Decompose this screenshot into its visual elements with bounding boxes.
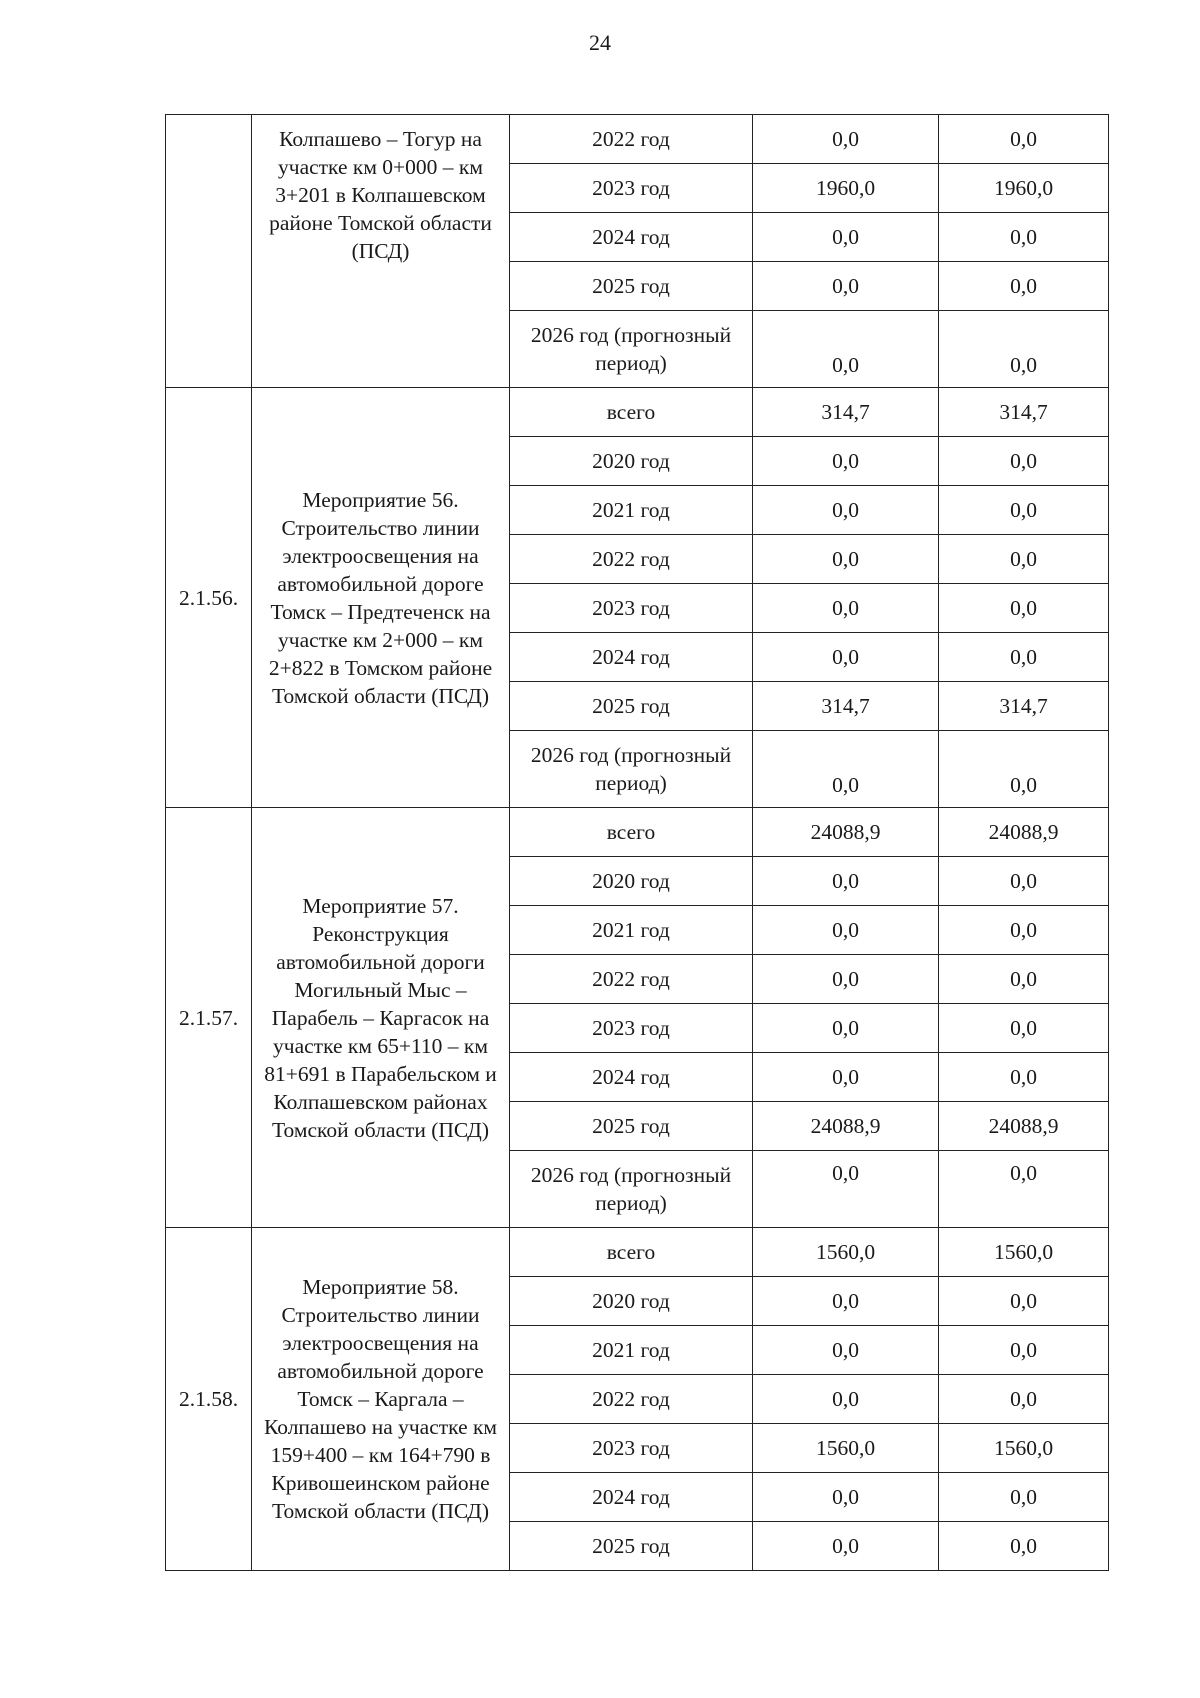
value-cell: 0,0 xyxy=(753,584,939,633)
value-cell: 0,0 xyxy=(753,262,939,311)
value-cell: 0,0 xyxy=(939,1004,1109,1053)
value-cell: 0,0 xyxy=(939,115,1109,164)
period-cell: 2021 год xyxy=(510,906,753,955)
value-cell: 0,0 xyxy=(939,857,1109,906)
item-description: Мероприятие 56. Строительство линии электроосвещения на автомобильной дороге Томск – Предтеченск на участке км 2+000 – км 2+822 в Томском районе Томской области (ПСД) xyxy=(252,388,510,808)
table-row xyxy=(166,808,1109,857)
item-number: 2.1.56. xyxy=(166,388,252,808)
value-cell: 0,0 xyxy=(753,486,939,535)
value-cell: 0,0 xyxy=(753,213,939,262)
period-cell: 2022 год xyxy=(510,955,753,1004)
period-cell: 2025 год xyxy=(510,682,753,731)
program-activities-table xyxy=(165,114,1109,1571)
value-cell: 0,0 xyxy=(753,1375,939,1424)
value-cell: 24088,9 xyxy=(753,1102,939,1151)
period-cell: всего xyxy=(510,1228,753,1277)
period-cell: 2023 год xyxy=(510,1424,753,1473)
item-description: Мероприятие 57. Реконструкция автомобильной дороги Могильный Мыс – Парабель – Каргасок на участке км 65+110 – км 81+691 в Парабельском и Колпашевском районах Томской области (ПСД) xyxy=(252,808,510,1228)
period-cell: 2024 год xyxy=(510,1053,753,1102)
value-cell: 0,0 xyxy=(753,1151,939,1228)
period-cell: 2022 год xyxy=(510,1375,753,1424)
period-cell: всего xyxy=(510,808,753,857)
value-cell: 0,0 xyxy=(939,1375,1109,1424)
period-cell: 2025 год xyxy=(510,262,753,311)
value-cell: 0,0 xyxy=(753,731,939,808)
value-cell: 314,7 xyxy=(753,682,939,731)
value-cell: 1560,0 xyxy=(753,1228,939,1277)
value-cell: 0,0 xyxy=(939,584,1109,633)
value-cell: 0,0 xyxy=(753,1277,939,1326)
value-cell: 314,7 xyxy=(939,682,1109,731)
item-number xyxy=(166,115,252,388)
value-cell: 0,0 xyxy=(753,1473,939,1522)
period-cell: 2022 год xyxy=(510,535,753,584)
period-cell: 2020 год xyxy=(510,1277,753,1326)
item-description: Мероприятие 58. Строительство линии электроосвещения на автомобильной дороге Томск – Каргала – Колпашево на участке км 159+400 – км 164+790 в Кривошеинском районе Томской области (ПСД) xyxy=(252,1228,510,1571)
value-cell: 0,0 xyxy=(753,1053,939,1102)
value-cell: 0,0 xyxy=(939,213,1109,262)
period-cell: 2022 год xyxy=(510,115,753,164)
period-cell: 2023 год xyxy=(510,584,753,633)
value-cell: 0,0 xyxy=(939,1326,1109,1375)
value-cell: 0,0 xyxy=(939,1473,1109,1522)
period-cell: 2023 год xyxy=(510,164,753,213)
value-cell: 0,0 xyxy=(939,633,1109,682)
value-cell: 314,7 xyxy=(753,388,939,437)
period-cell: 2021 год xyxy=(510,1326,753,1375)
item-description: Колпашево – Тогур на участке км 0+000 – км 3+201 в Колпашевском районе Томской области (ПСД) xyxy=(252,115,510,388)
value-cell: 0,0 xyxy=(939,906,1109,955)
period-cell: 2026 год (прогнозный период) xyxy=(510,1151,753,1228)
value-cell: 0,0 xyxy=(939,1522,1109,1571)
period-cell: 2024 год xyxy=(510,213,753,262)
period-cell: всего xyxy=(510,388,753,437)
value-cell: 24088,9 xyxy=(939,1102,1109,1151)
value-cell: 0,0 xyxy=(753,633,939,682)
value-cell: 0,0 xyxy=(939,262,1109,311)
period-cell: 2020 год xyxy=(510,857,753,906)
value-cell: 0,0 xyxy=(939,1053,1109,1102)
value-cell: 0,0 xyxy=(753,311,939,388)
value-cell: 0,0 xyxy=(753,906,939,955)
period-cell: 2024 год xyxy=(510,1473,753,1522)
value-cell: 1960,0 xyxy=(753,164,939,213)
value-cell: 0,0 xyxy=(753,1522,939,1571)
period-cell: 2026 год (прогнозный период) xyxy=(510,311,753,388)
value-cell: 1960,0 xyxy=(939,164,1109,213)
value-cell: 0,0 xyxy=(753,437,939,486)
table-row xyxy=(166,1228,1109,1277)
period-cell: 2026 год (прогнозный период) xyxy=(510,731,753,808)
value-cell: 24088,9 xyxy=(753,808,939,857)
value-cell: 1560,0 xyxy=(939,1228,1109,1277)
value-cell: 0,0 xyxy=(939,1277,1109,1326)
value-cell: 0,0 xyxy=(939,731,1109,808)
table-row xyxy=(166,115,1109,164)
period-cell: 2025 год xyxy=(510,1522,753,1571)
item-number: 2.1.57. xyxy=(166,808,252,1228)
period-cell: 2020 год xyxy=(510,437,753,486)
period-cell: 2024 год xyxy=(510,633,753,682)
period-cell: 2021 год xyxy=(510,486,753,535)
period-cell: 2025 год xyxy=(510,1102,753,1151)
item-number: 2.1.58. xyxy=(166,1228,252,1571)
value-cell: 0,0 xyxy=(939,955,1109,1004)
table-row xyxy=(166,388,1109,437)
value-cell: 1560,0 xyxy=(753,1424,939,1473)
value-cell: 0,0 xyxy=(753,535,939,584)
value-cell: 0,0 xyxy=(939,311,1109,388)
value-cell: 0,0 xyxy=(939,437,1109,486)
value-cell: 1560,0 xyxy=(939,1424,1109,1473)
value-cell: 0,0 xyxy=(939,1151,1109,1228)
page-number: 24 xyxy=(589,30,611,55)
value-cell: 0,0 xyxy=(753,1326,939,1375)
value-cell: 0,0 xyxy=(753,857,939,906)
value-cell: 0,0 xyxy=(753,955,939,1004)
value-cell: 0,0 xyxy=(753,1004,939,1053)
value-cell: 0,0 xyxy=(939,535,1109,584)
value-cell: 24088,9 xyxy=(939,808,1109,857)
value-cell: 314,7 xyxy=(939,388,1109,437)
period-cell: 2023 год xyxy=(510,1004,753,1053)
value-cell: 0,0 xyxy=(939,486,1109,535)
value-cell: 0,0 xyxy=(753,115,939,164)
